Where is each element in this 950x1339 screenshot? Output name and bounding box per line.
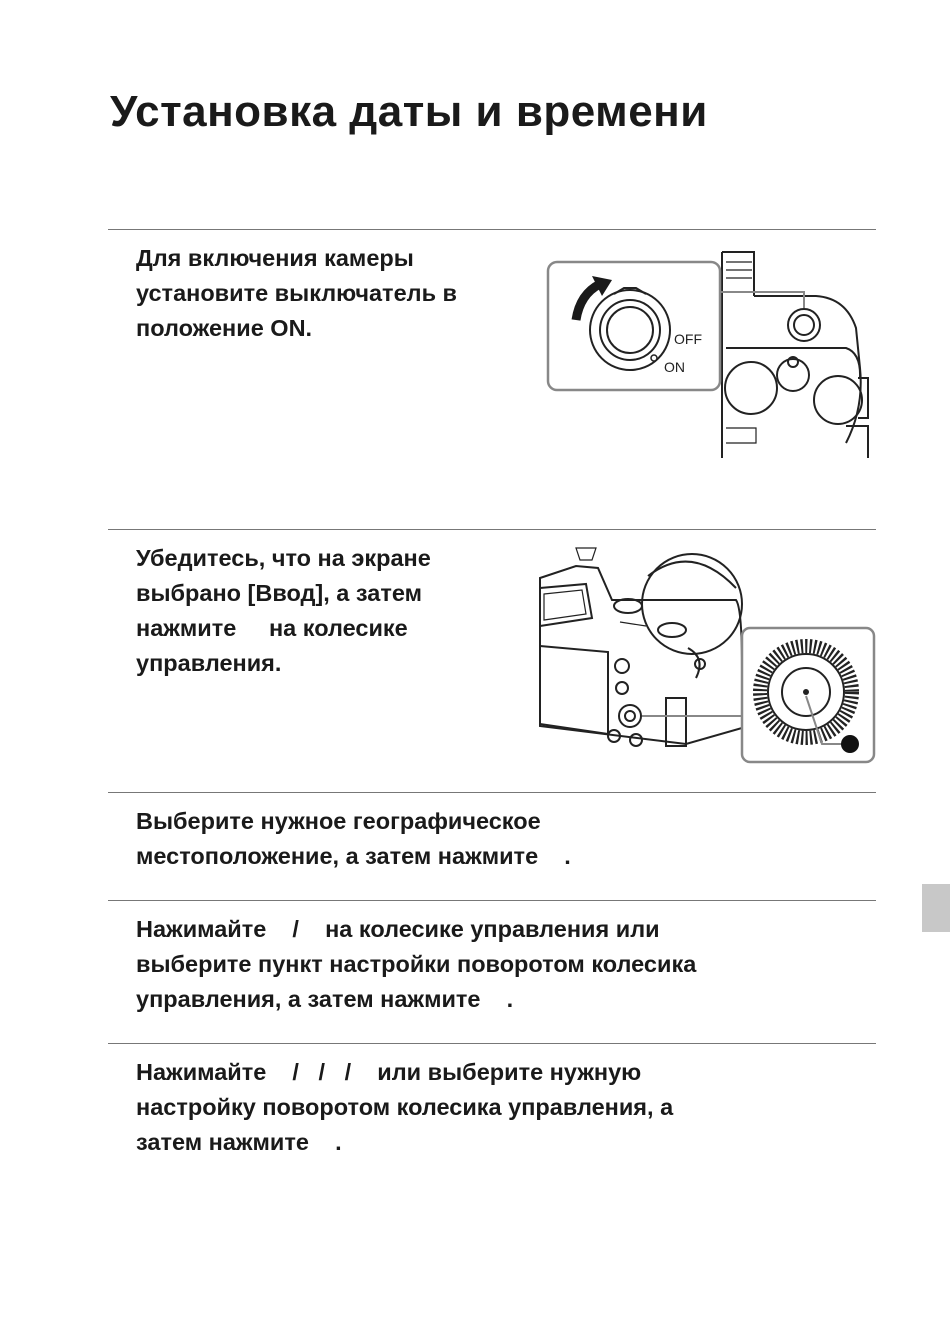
on-label: ON: [664, 359, 685, 375]
center-button-icon: [841, 735, 859, 753]
step-line: Для включения камеры: [136, 245, 414, 271]
section-divider: [108, 229, 876, 230]
switch-on-camera: [788, 309, 820, 341]
section-divider: [108, 900, 876, 901]
step-line: местоположение, а затем нажмите .: [136, 843, 571, 869]
step-line: управления, а затем нажмите .: [136, 986, 514, 1012]
step-line: Убедитесь, что на экране: [136, 545, 431, 571]
section-divider: [108, 529, 876, 530]
section-divider: [108, 1043, 876, 1044]
step-line: управления.: [136, 650, 282, 676]
step-line: Нажимайте / / / или выберите нужную: [136, 1059, 642, 1085]
step-line: Нажимайте / на колесике управления или: [136, 916, 660, 942]
step-line: нажмите на колесике: [136, 615, 408, 641]
section-divider: [108, 792, 876, 793]
power-switch-illustration: [546, 248, 876, 454]
step-line: установите выключатель в: [136, 280, 457, 306]
step-line: настройку поворотом колесика управления, а: [136, 1094, 674, 1120]
step-line: выберите пункт настройки поворотом колесика: [136, 951, 697, 977]
camera-top-drawing: [722, 252, 868, 458]
page-title: Установка даты и времени: [110, 87, 708, 137]
camera-back-illustration: [536, 548, 876, 766]
step-line: затем нажмите .: [136, 1129, 342, 1155]
step-4-text: [136, 912, 696, 1017]
off-label: OFF: [674, 331, 702, 347]
step-3-text: [136, 804, 571, 874]
step-line: положение ON.: [136, 315, 313, 341]
step-1-text: [136, 241, 457, 346]
step-line: выбрано [Ввод], а затем: [136, 580, 423, 606]
step-line: Выберите нужное географическое: [136, 808, 541, 834]
page-edge-tab: [922, 884, 950, 932]
step-2-text: [136, 541, 431, 681]
step-5-text: [136, 1055, 673, 1160]
